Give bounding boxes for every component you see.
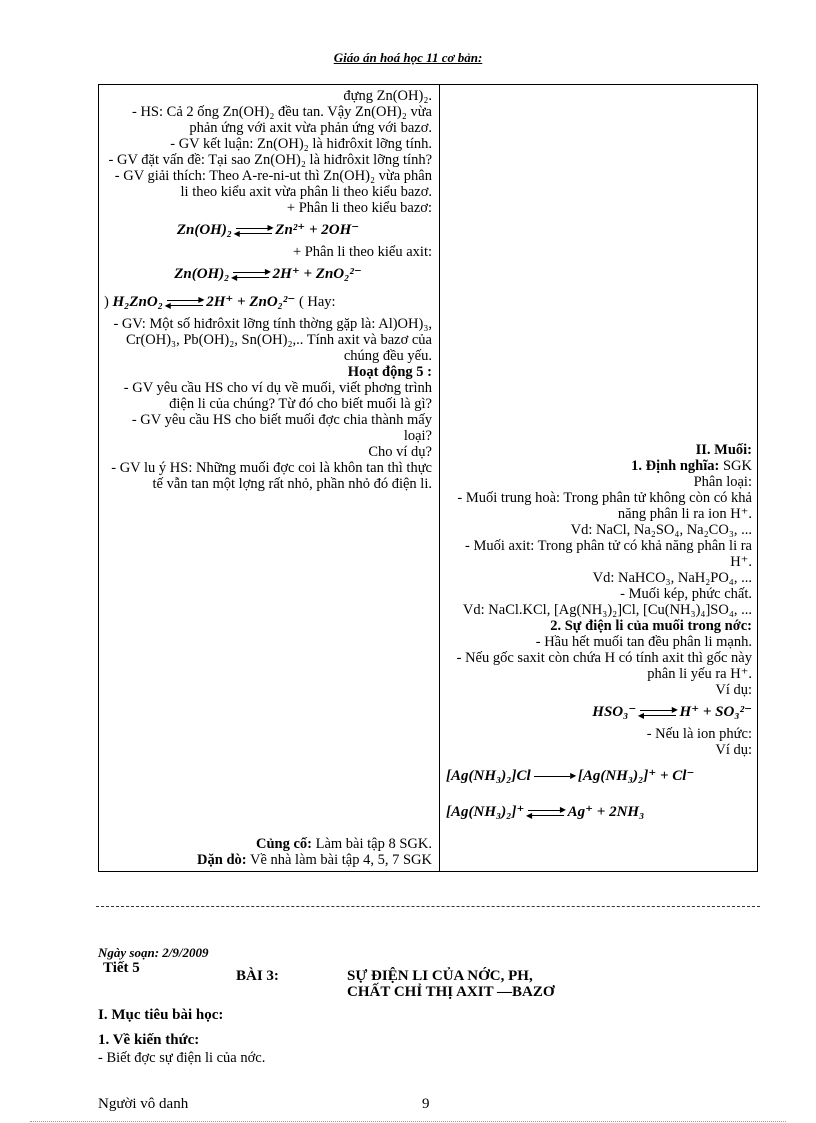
period-label: Tiết 5	[103, 960, 140, 976]
activity-heading: Hoạt động 5 :	[347, 364, 432, 380]
text-line: đựng Zn(OH)₂.	[343, 88, 432, 104]
text-line: - GV đặt vấn đề: Tại sao Zn(OH)₂ là hiđrôxit lỡng tính?	[108, 152, 432, 168]
text-line: - Nếu gốc saxit còn chứa H có tính axit thì gốc này phân li yếu ra H⁺.	[456, 650, 752, 682]
summary-block	[104, 836, 432, 868]
homework-line: Dặn dò: Về nhà làm bài tập 4, 5, 7 SGK	[197, 852, 432, 868]
right-arrow-icon: ▶	[534, 772, 574, 782]
equation-hso3: HSO₃⁻ ▶ ◀ H⁺ + SO₃²⁻	[592, 704, 752, 720]
subsection-heading: 2. Sự điện li của muối trong nớc:	[550, 618, 752, 634]
equation-acid-dissociation: Zn(OH)₂ ▶ ◀ 2H⁺ + ZnO₂²⁻	[174, 266, 362, 282]
text-line: Ví dụ:	[715, 682, 752, 698]
table-divider	[439, 84, 440, 872]
text-line: - Muối trung hoà: Trong phân tử không còn có khả năng phân li ra ion H⁺.	[457, 490, 752, 522]
text-line: Vd: NaCl.KCl, [Ag(NH₃)₂]Cl, [Cu(NH₃)₄]SO₄, ...	[462, 602, 752, 618]
text-line: - Nếu là ion phức:	[646, 726, 752, 742]
teacher-activity-column	[104, 88, 432, 492]
section-heading: II. Muối:	[695, 442, 752, 458]
definition-line: 1. Định nghĩa: SGK	[631, 458, 752, 474]
page-number: 9	[422, 1096, 430, 1112]
equilibrium-arrow-icon: ▶ ◀	[637, 704, 678, 720]
equation-base-dissociation: Zn(OH)₂ ▶ ◀ Zn²⁺ + 2OH⁻	[176, 222, 360, 238]
text-line: - Hầu hết muối tan đều phân li mạnh.	[535, 634, 752, 650]
text-line: Phân loại:	[693, 474, 752, 490]
text-line: Cho ví dụ?	[368, 444, 432, 460]
text-line: - GV yêu cầu HS cho ví dụ về muối, viết phơng trình điện li của chúng? Từ đó cho biết muối là gì?	[123, 380, 432, 412]
page-header: Giáo án hoá học 11 cơ bản:	[333, 50, 483, 65]
lesson-title: SỰ ĐIỆN LI CỦA NỚC, PH, CHẤT CHỈ THỊ AXIT —BAZƠ	[347, 968, 555, 1000]
objectives-heading: I. Mục tiêu bài học:	[98, 1007, 224, 1023]
knowledge-heading: 1. Về kiến thức:	[98, 1032, 200, 1048]
text-line: + Phân li theo kiểu bazơ:	[286, 200, 432, 216]
equilibrium-arrow-icon: ▶ ◀	[526, 804, 566, 820]
text-line: - GV yêu cầu HS cho biết muối đợc chia thành mấy loại?	[131, 412, 432, 444]
section-divider	[96, 906, 760, 907]
equation-h2zno2: ) H₂ZnO₂ ▶ ◀ 2H⁺ + ZnO₂²⁻ ( Hay:	[104, 294, 336, 310]
equilibrium-arrow-icon: ▶ ◀	[231, 266, 272, 282]
consolidation-line: Củng cố: Làm bài tập 8 SGK.	[255, 836, 432, 852]
content-column	[446, 442, 752, 826]
prep-date: Ngày soạn: 2/9/2009	[98, 945, 209, 960]
text-line: Vd: NaHCO₃, NaH₂PO₄, ...	[592, 570, 752, 586]
text-line: - Muối kép, phức chất.	[620, 586, 752, 602]
text-line: Vd: NaCl, Na₂SO₄, Na₂CO₃, ...	[570, 522, 752, 538]
footer-author: Người vô danh	[98, 1096, 189, 1112]
lesson-number: BÀI 3:	[236, 968, 279, 984]
equation-complex-salt: [Ag(NH₃)₂]Cl ▶ [Ag(NH₃)₂]⁺ + Cl⁻	[446, 768, 695, 784]
text-line: Ví dụ:	[715, 742, 752, 758]
equation-complex-ion: [Ag(NH₃)₂]⁺ ▶ ◀ Ag⁺ + 2NH₃	[446, 804, 645, 820]
footer-rule	[30, 1121, 786, 1122]
text-line: - GV lu ý HS: Những muối đợc coi là khôn tan thì thực tế vẫn tan một lợng rất nhỏ, phần nhỏ đó điện li.	[111, 460, 432, 492]
text-line: - GV kết luận: Zn(OH)₂ là hiđrôxit lỡng tính.	[170, 136, 432, 152]
equilibrium-arrow-icon: ▶ ◀	[233, 222, 274, 238]
text-line: - GV: Một số hiđrôxit lỡng tính thờng gặp là: Al)OH)₃, Cr(OH)₃, Pb(OH)₂, Sn(OH)₂,.. Tính axit và bazơ của chúng đều yếu.	[113, 316, 432, 364]
objective-item: - Biết đợc sự điện li của nớc.	[98, 1050, 266, 1066]
text-line: - Muối axit: Trong phân tử có khả năng phân li ra H⁺.	[465, 538, 752, 570]
text-line: - GV giải thích: Theo A-re-ni-ut thì Zn(OH)₂ vừa phân li theo kiểu axit vừa phân li theo kiểu bazơ.	[114, 168, 432, 200]
text-line: - HS: Cả 2 ống Zn(OH)₂ đều tan. Vậy Zn(OH)₂ vừa phản ứng với axit vừa phản ứng với bazơ.	[132, 104, 432, 136]
text-line: + Phân li theo kiểu axit:	[292, 244, 432, 260]
equilibrium-arrow-icon: ▶ ◀	[164, 294, 205, 310]
